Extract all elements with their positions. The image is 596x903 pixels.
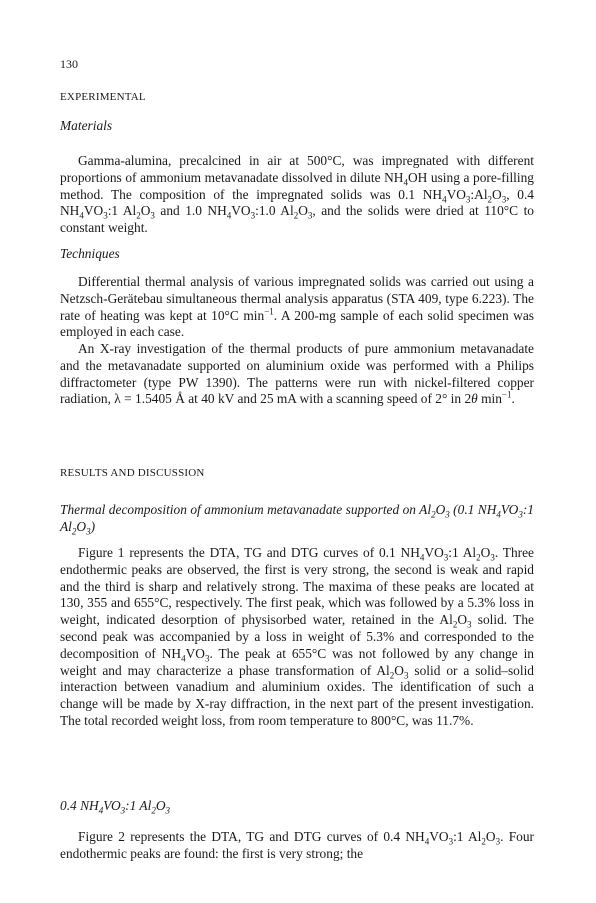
section-heading-results: RESULTS AND DISCUSSION: [60, 467, 205, 479]
section-heading-experimental: EXPERIMENTAL: [60, 91, 146, 103]
paragraph-techniques-dta: Differential thermal analysis of various impregnated solids was carried out using a Netzsch-Gerätebau simultaneous thermal analysis apparatus (STA 409, type 6.223). The rate of heating was kept at 10°C $\min^{-1}$. A 200-mg sample of each solid specimen was employed in each case.: [60, 274, 534, 340]
subheading-04-ratio: 0.4 $NH_4VO_3:1$ $Al_2O_3$: [60, 798, 170, 816]
paragraph-04-ratio: Figure 2 represents the DTA, TG and DTG curves of 0.4 $NH_4VO_3:1$ $Al_2O_3$. Four endothermic peaks are found: the first is very strong; the: [60, 829, 534, 861]
subheading-thermal-decomposition: Thermal decomposition of ammonium metavanadate supported on $Al_2O_3$ (0.1 $NH_4VO_3:1$ $Al_2O_3$): [60, 502, 534, 537]
paragraph-materials: Gamma-alumina, precalcined in air at 500°C, was impregnated with different proportions of ammonium metavanadate dissolved in dilute $NH_4OH$ using a pore-filling method. The composition of the impregnated solids was 0.1 $NH_4VO_3:Al_2O_3$, 0.4 $NH_4VO_3:1$ $Al_2O_3$ and 1.0 $NH_4VO_3:1.0$ $Al_2O_3$, and the solids were dried at 110°C to constant weight.: [60, 153, 534, 236]
paragraph-techniques-xray: An X-ray investigation of the thermal products of pure ammonium metavanadate and the metavanadate supported on aluminium oxide was performed with a Philips diffractometer (type PW 1390). The patterns were run with nickel-filtered copper radiation, λ = 1.5405 Å at 40 kV and 25 mA with a scanning speed of 2° in 2θ $\min^{-1}$.: [60, 341, 534, 407]
paragraph-thermal-decomposition: Figure 1 represents the DTA, TG and DTG curves of 0.1 $NH_4VO_3:1$ $Al_2O_3$. Three endothermic peaks are observed, the first is very strong, the second is weak and rapid and the third is sharp and relatively strong. The maxima of these peaks are located at 130, 355 and 655°C, respectively. The first peak, which was followed by a 5.3% loss in weight, indicated desorption of physisorbed water, retained in the $Al_2O_3$ solid. The second peak was accompanied by a loss in weight of 5.3% and corresponded to the decomposition of $NH_4VO_3$. The peak at 655°C was not followed by any change in weight and may characterize a phase transformation of $Al_2O_3$ solid or a solid–solid interaction between vanadium and aluminium oxides. The identification of such a change will be made by X-ray diffraction, in the next part of the present investigation. The total recorded weight loss, from room temperature to 800°C, was 11.7%.: [60, 545, 534, 728]
subheading-materials: Materials: [60, 118, 113, 133]
subheading-techniques: Techniques: [60, 246, 120, 261]
page-number: 130: [60, 57, 78, 71]
